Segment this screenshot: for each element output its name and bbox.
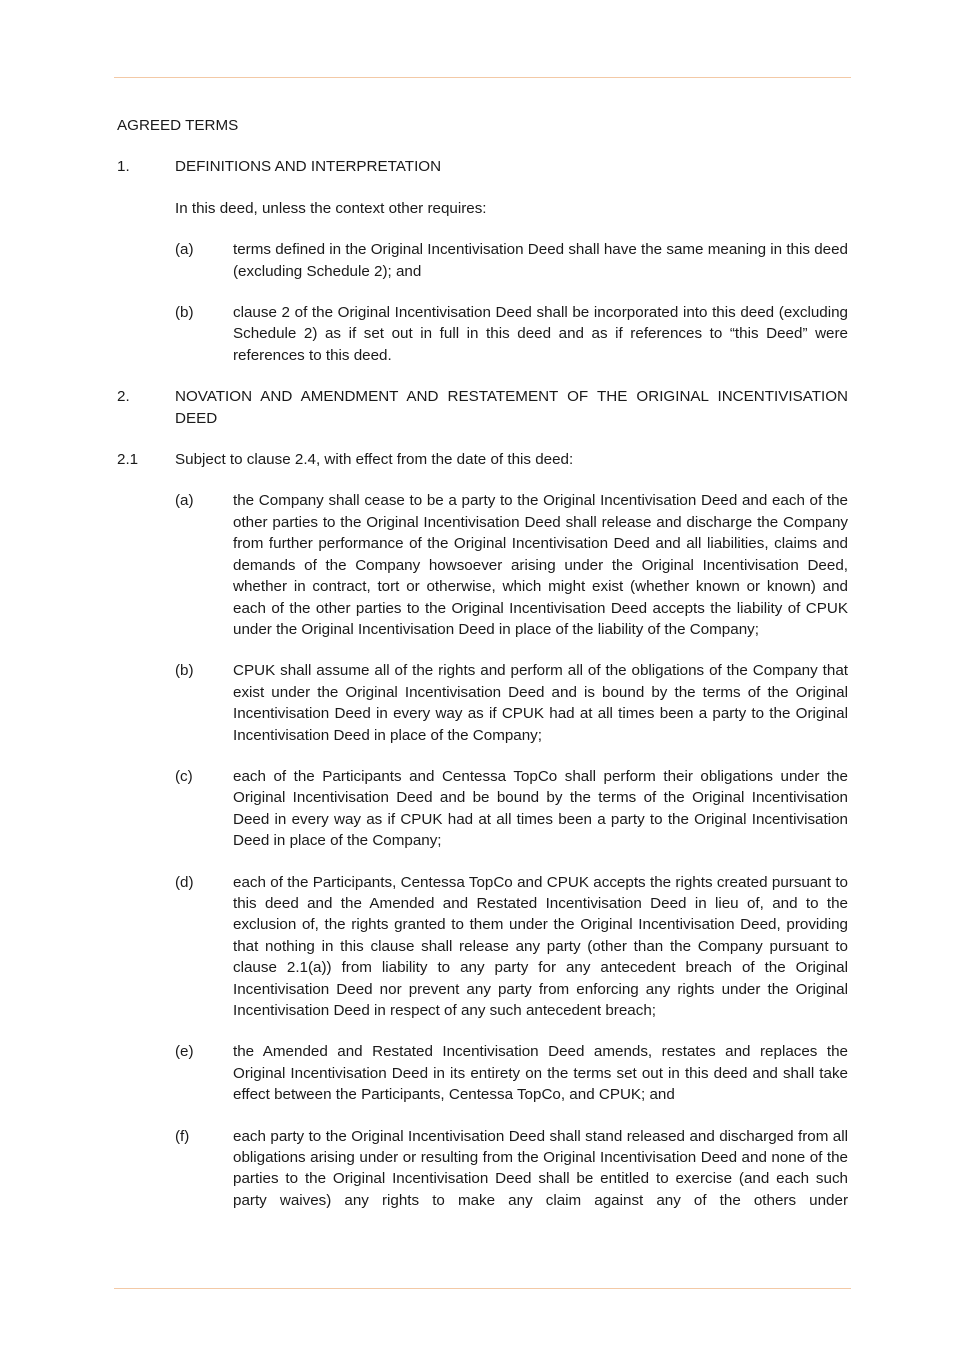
- item-text: each of the Participants and Centessa TopCo shall perform their obligations under the Original Incentivisation Deed and be bound by the terms of the Original Incentivisation Deed in every way as if CPUK had at all times been a party to the Original Incentivisation Deed in place of the Company;: [233, 767, 848, 850]
- item-text: each party to the Original Incentivisation Deed shall stand released and discharged from all obligations arising under or resulting from the Original Incentivisation Deed and none of the parties to the Original Incentivisation Deed shall be entitled to exercise (and each such party waives) any rights to make any claim against any of the others under: [233, 1127, 848, 1209]
- list-item: [175, 872, 848, 1022]
- header-rule: [114, 77, 851, 78]
- item-label: (b): [175, 304, 194, 322]
- section-number: 2.: [117, 388, 130, 406]
- item-text: clause 2 of the Original Incentivisation Deed shall be incorporated into this deed (excluding Schedule 2) as if set out in full in this deed and as if references to “this Deed” were references to this deed.: [233, 304, 848, 364]
- section-title-text: NOVATION AND AMENDMENT AND RESTATEMENT OF THE ORIGINAL INCENTIVISATION DEED: [175, 388, 848, 427]
- item-text: the Amended and Restated Incentivisation Deed amends, restates and replaces the Original Incentivisation Deed in its entirety on the terms set out in this deed and shall take effect between the Participants, Centessa TopCo, and CPUK; and: [233, 1043, 848, 1104]
- section-1-intro: In this deed, unless the context other requires:: [175, 199, 487, 217]
- section-number: 1.: [117, 158, 130, 176]
- agreed-terms-title: AGREED TERMS: [117, 117, 239, 134]
- list-item: [175, 302, 848, 366]
- list-item: [175, 239, 848, 282]
- list-item: [175, 660, 848, 746]
- list-item: [175, 766, 848, 852]
- item-label: (c): [175, 767, 193, 785]
- item-text: each of the Participants, Centessa TopCo and CPUK accepts the rights created pursuant to this deed and the Amended and Restated Incentivisation Deed in lieu of, and to the exclusion of, the rights granted to them under the Original Incentivisation Deed, providing that nothing in this clause shall release any party (other than the Company pursuant to clause 2.1(a)) from liability to any party for any antecedent breach of the Original Incentivisation Deed nor prevent any party from enforcing any rights under the Original Incentivisation Deed in respect of any such antecedent breach;: [233, 873, 848, 1019]
- clause-2-1: [117, 449, 848, 470]
- item-text: CPUK shall assume all of the rights and perform all of the obligations of the Company that exist under the Original Incentivisation Deed and is bound by the terms of the Original Incentivisation Deed in every way as if CPUK had at all times been a party to the Original Incentivisation Deed in place of the Company;: [233, 662, 848, 744]
- item-label: (d): [175, 873, 194, 891]
- footer-rule: [114, 1288, 851, 1289]
- list-item: [175, 490, 848, 640]
- document-body: [117, 115, 848, 1211]
- item-label: (a): [175, 492, 194, 510]
- section-1-heading: [117, 156, 848, 177]
- item-text: terms defined in the Original Incentivisation Deed shall have the same meaning in this deed (excluding Schedule 2); and: [233, 241, 848, 280]
- section-title: DEFINITIONS AND INTERPRETATION: [175, 158, 442, 176]
- item-text: the Company shall cease to be a party to the Original Incentivisation Deed and each of the other parties to the Original Incentivisation Deed shall release and discharge the Company from further performance of the Original Incentivisation Deed and all liabilities, claims and demands of the Company howsoever arising under the Original Incentivisation Deed, whether in contract, tort or otherwise, which might exist (whether known or known) and each of the other parties to the Original Incentivisation Deed accepts the liability of CPUK under the Original Incentivisation Deed in place of the liability of the Company;: [233, 492, 848, 638]
- item-label: (b): [175, 662, 194, 680]
- section-2-heading: [117, 386, 848, 429]
- clause-text: Subject to clause 2.4, with effect from the date of this deed:: [175, 451, 574, 469]
- item-label: (a): [175, 241, 194, 259]
- list-item: [175, 1041, 848, 1105]
- list-item: [175, 1126, 848, 1212]
- clause-number: 2.1: [117, 451, 139, 469]
- item-label: (f): [175, 1127, 190, 1145]
- section-title: [175, 386, 848, 429]
- item-label: (e): [175, 1043, 194, 1061]
